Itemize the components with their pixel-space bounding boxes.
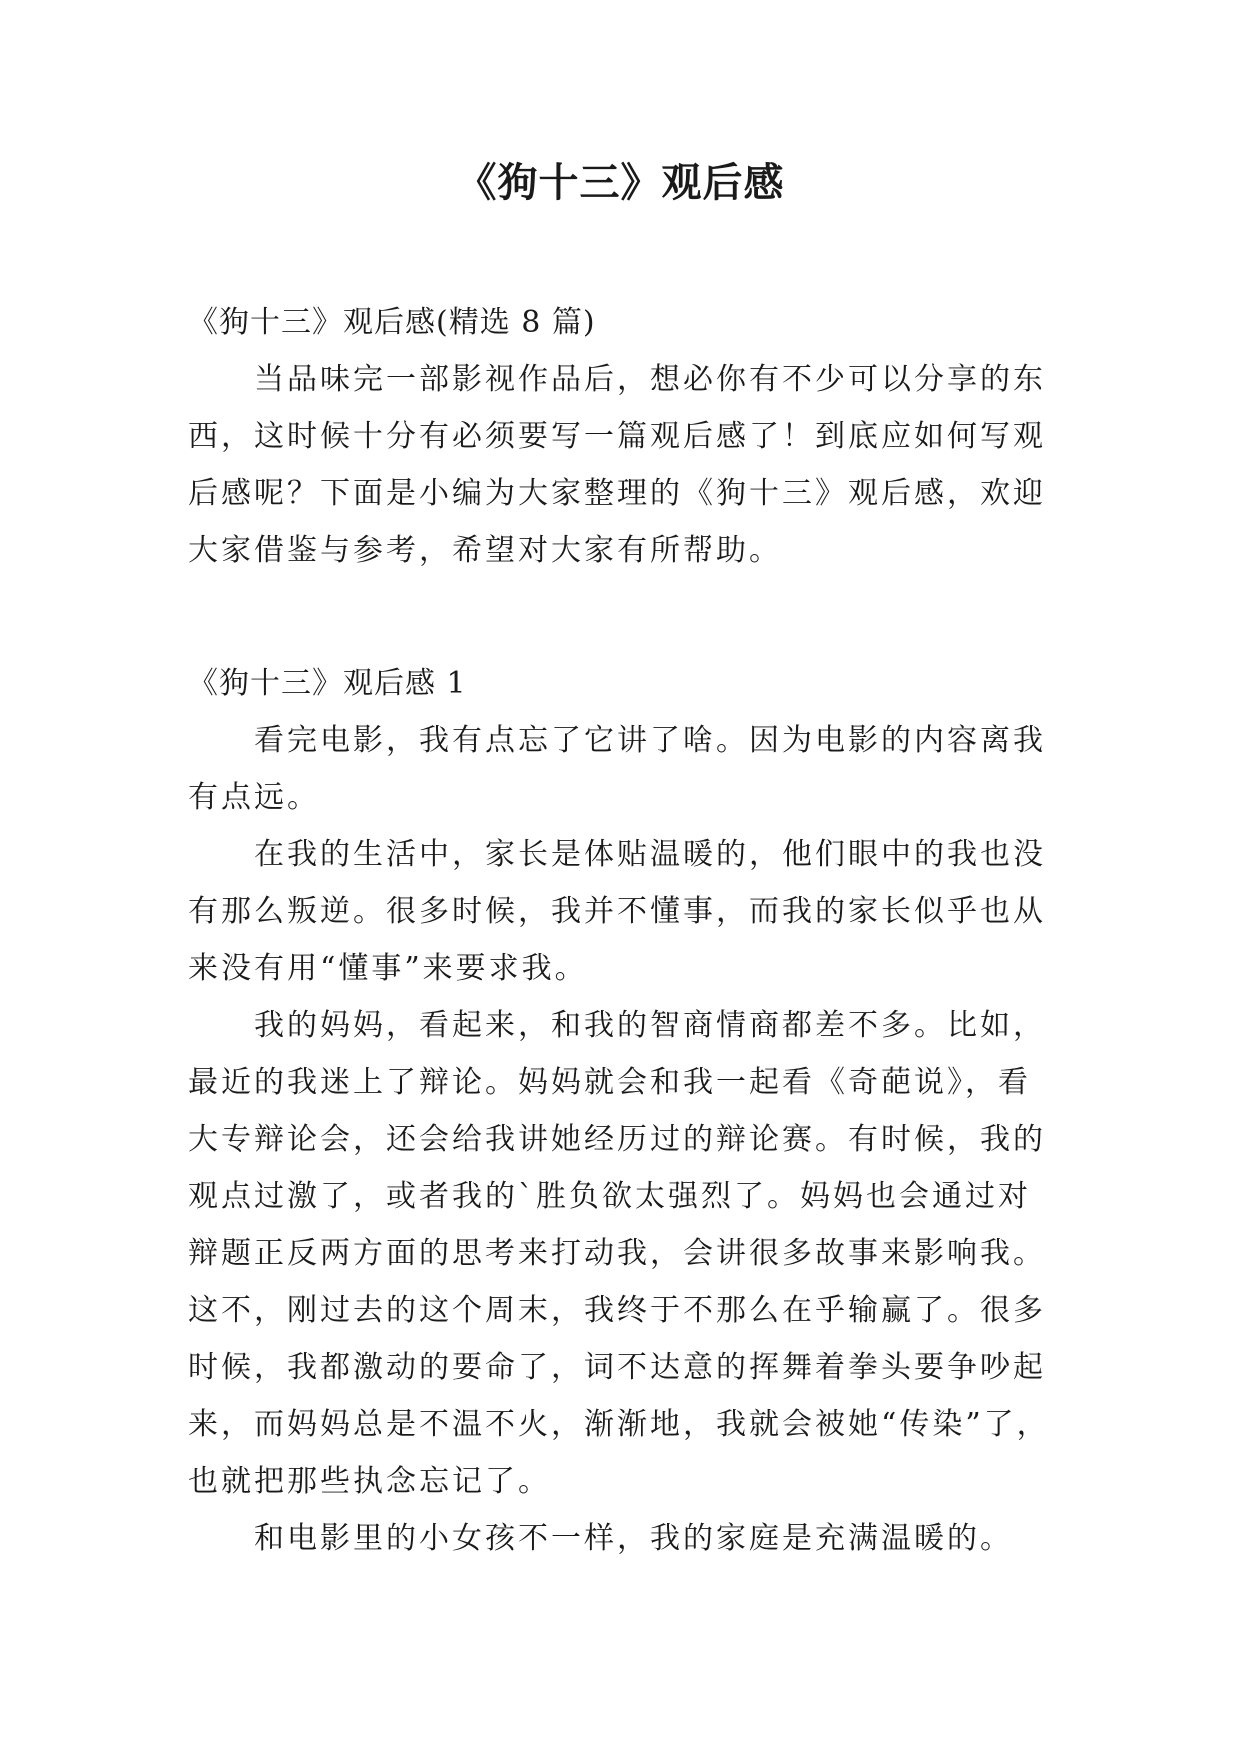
- text-line: 最近的我迷上了辩论。妈妈就会和我一起看《奇葩说》，看: [188, 1065, 1031, 1100]
- subtitle: 《狗十三》观后感(精选 8 篇): [188, 305, 596, 340]
- text-line: 有那么叛逆。很多时候，我并不懂事，而我的家长似乎也从: [188, 894, 1046, 929]
- paragraph-3: [188, 997, 1054, 1510]
- section-heading: 《狗十三》观后感 1: [188, 666, 467, 701]
- paragraph-2: [188, 826, 1054, 997]
- paragraph-1: [188, 712, 1054, 826]
- text-line: 在我的生活中，家长是体贴温暖的，他们眼中的我也没: [254, 837, 1046, 872]
- text-line: 时候，我都激动的要命了，词不达意的挥舞着拳头要争吵起: [188, 1350, 1046, 1385]
- document-body: [188, 294, 1054, 1567]
- text-line: 来没有用“懂事”来要求我。: [188, 951, 588, 986]
- text-line: 来，而妈妈总是不温不火，渐渐地，我就会被她“传染”了，: [188, 1407, 1050, 1442]
- text-line: 大家借鉴与参考，希望对大家有所帮助。: [188, 533, 782, 568]
- section-spacer: [188, 579, 1054, 655]
- intro-paragraph: [188, 351, 1054, 579]
- document-title: 《狗十三》观后感: [456, 160, 785, 206]
- text-line: 大专辩论会，还会给我讲她经历过的辩论赛。有时候，我的: [188, 1122, 1046, 1157]
- text-line: 后感呢？下面是小编为大家整理的《狗十三》观后感，欢迎: [188, 476, 1046, 511]
- text-line: 这不，刚过去的这个周末，我终于不那么在乎输赢了。很多: [188, 1293, 1046, 1328]
- paragraph-4: [188, 1510, 1054, 1567]
- text-line: 我的妈妈，看起来，和我的智商情商都差不多。比如，: [254, 1008, 1046, 1043]
- text-line: 有点远。: [188, 780, 320, 815]
- text-line: 辩题正反两方面的思考来打动我，会讲很多故事来影响我。: [188, 1236, 1046, 1271]
- text-line: 看完电影，我有点忘了它讲了啥。因为电影的内容离我: [254, 723, 1046, 758]
- text-line: 观点过激了，或者我的`胜负欲太强烈了。妈妈也会通过对: [188, 1179, 1031, 1214]
- text-line: 当品味完一部影视作品后，想必你有不少可以分享的东: [254, 362, 1046, 397]
- text-line: 和电影里的小女孩不一样，我的家庭是充满温暖的。: [254, 1521, 1013, 1556]
- text-line: 西，这时候十分有必须要写一篇观后感了！到底应如何写观: [188, 419, 1046, 454]
- text-line: 也就把那些执念忘记了。: [188, 1464, 551, 1499]
